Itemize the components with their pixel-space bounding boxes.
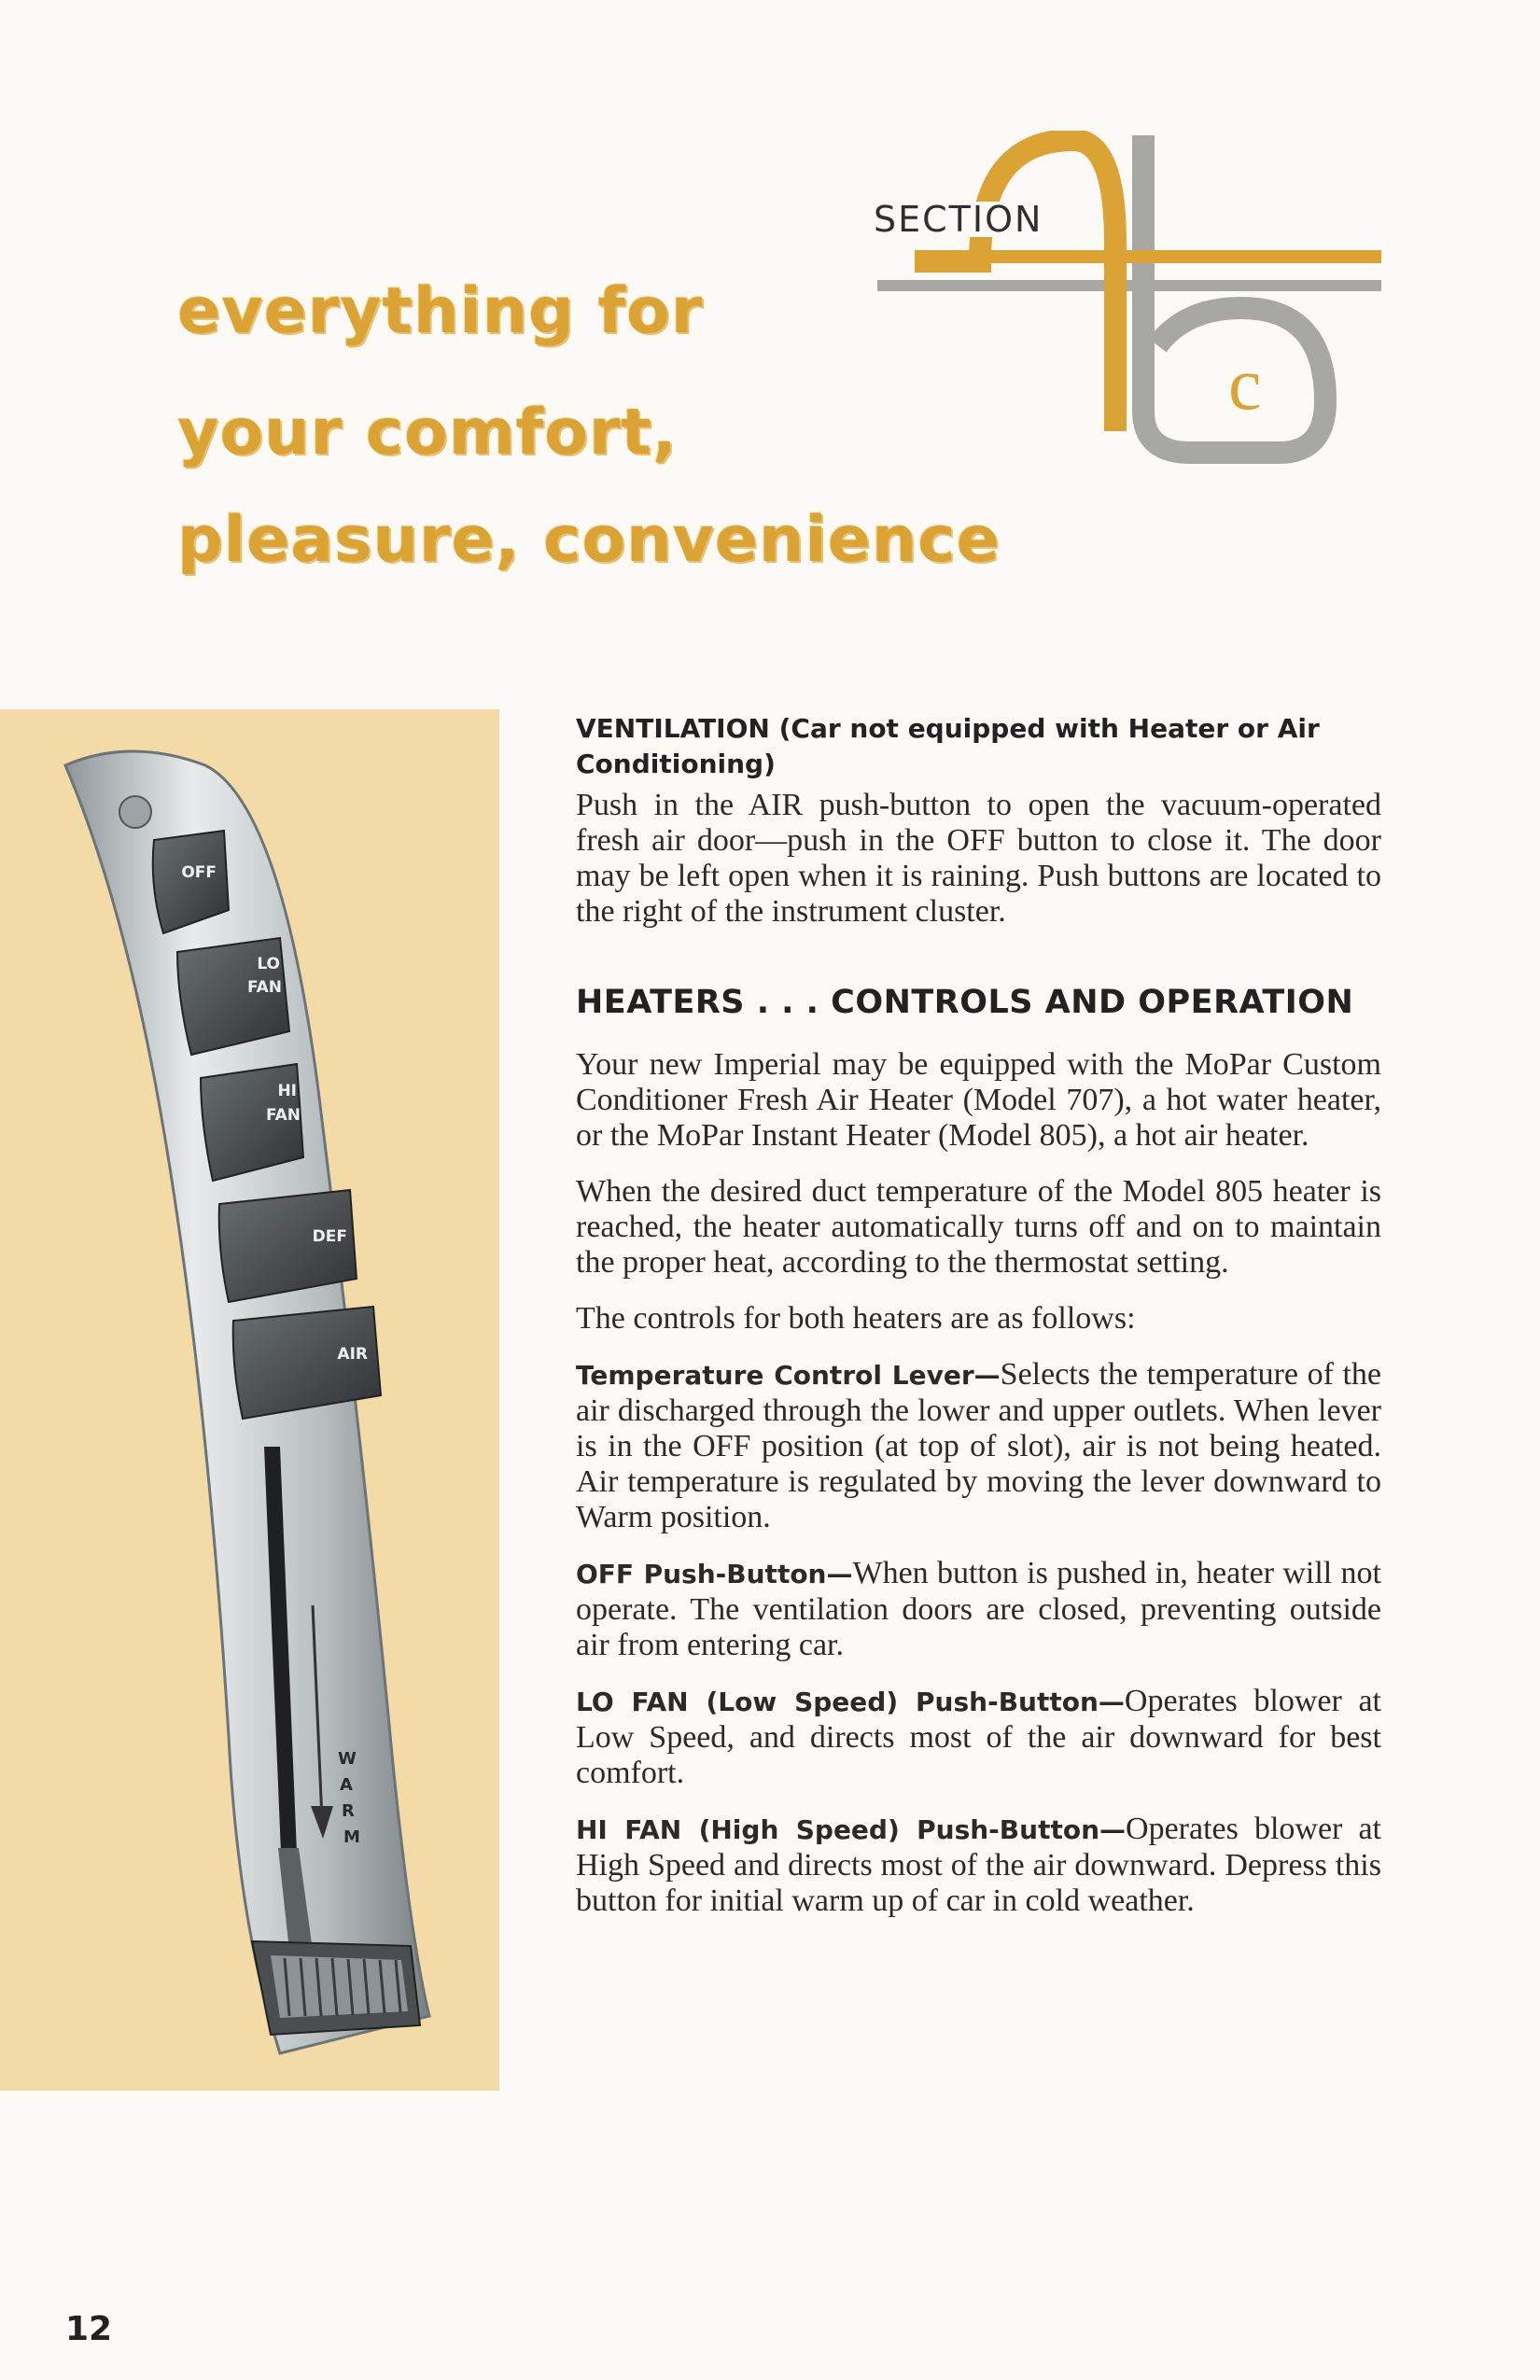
control-text: Operates blower at High Speed and directs most of the air downward. Depress this button for initial warm up of car in cold weather. [576,1812,1382,1918]
headline-line-1: everything for [177,274,704,348]
control-hi-fan-button [576,1812,1381,1919]
control-text: Operates blower at Low Speed, and directs most of the air downward for best comfort. [576,1684,1381,1790]
content-column [576,711,1381,1939]
screw-icon [119,796,151,828]
ventilation-heading-lead: VENTILATION [576,713,770,744]
air-button [233,1307,381,1419]
heaters-heading: HEATERS . . . CONTROLS AND OPERATION [576,984,1354,1021]
control-temperature-lever [576,1357,1381,1535]
button-label-hi: HI [277,1082,297,1100]
control-term: LO FAN (Low Speed) Push-Button— [576,1687,1125,1717]
heater-control-photo [0,709,499,2091]
warm-letter-m: M [343,1827,360,1847]
heaters-paragraph-1: Your new Imperial may be equipped with the MoPar Custom Conditioner Fresh Air Heater (Model 707), a hot water heater, or the MoPar Instant Heater (Model 805), a hot air heater. [576,1047,1381,1153]
control-term: OFF Push-Button— [576,1559,853,1589]
control-term: Temperature Control Lever— [576,1360,1001,1391]
heaters-paragraph-2: When the desired duct temperature of the Model 805 heater is reached, the heater automatically turns off and on to maintain the proper heat, according to the thermostat setting. [576,1174,1381,1280]
section-emblem [831,131,1391,504]
ventilation-heading [576,711,1381,782]
section-label: SECTION [870,202,1046,237]
page-number: 12 [65,2310,113,2348]
section-letter: c [1228,343,1262,426]
control-text: When button is pushed in, heater will not operate. The ventilation doors are closed, preventing outside air from entering car. [576,1556,1381,1662]
button-label-hi-fan: FAN [265,1106,301,1125]
lever-handle [252,1941,420,2035]
emblem-gold-bar [933,250,1381,263]
headline-line-3: pleasure, convenience [177,503,1001,577]
control-text: Selects the temperature of the air discharged through the lower and upper outlets. When lever is in the OFF position (at top of slot), air is not being heated. Air temperature is regulated by moving the lever downward to Warm position. [576,1357,1381,1534]
button-label-def: DEF [312,1227,347,1246]
button-label-off: OFF [181,863,217,882]
button-label-lo: LO [257,955,280,973]
button-label-air: AIR [337,1345,368,1364]
ventilation-body: Push in the AIR push-button to open the vacuum-operated fresh air door—push in the OFF button to close it. The door may be left open when it is raining. Push buttons are located to the right of the instrument cluster. [576,788,1381,929]
emblem-gray-bar [877,280,1381,291]
warm-letter-r: R [342,1801,355,1821]
headline-line-2: your comfort, [177,396,678,469]
heaters-paragraph-3: The controls for both heaters are as follows: [576,1301,1136,1336]
control-term: HI FAN (High Speed) Push-Button— [576,1814,1127,1845]
warm-letter-a: A [340,1775,353,1795]
button-label-lo-fan: FAN [246,978,282,997]
control-off-button [576,1556,1381,1663]
warm-letter-w: W [338,1749,357,1769]
ventilation-heading-note: (Car not equipped with Heater or Air Conditioning) [576,713,1320,779]
control-lo-fan-button [576,1684,1381,1791]
